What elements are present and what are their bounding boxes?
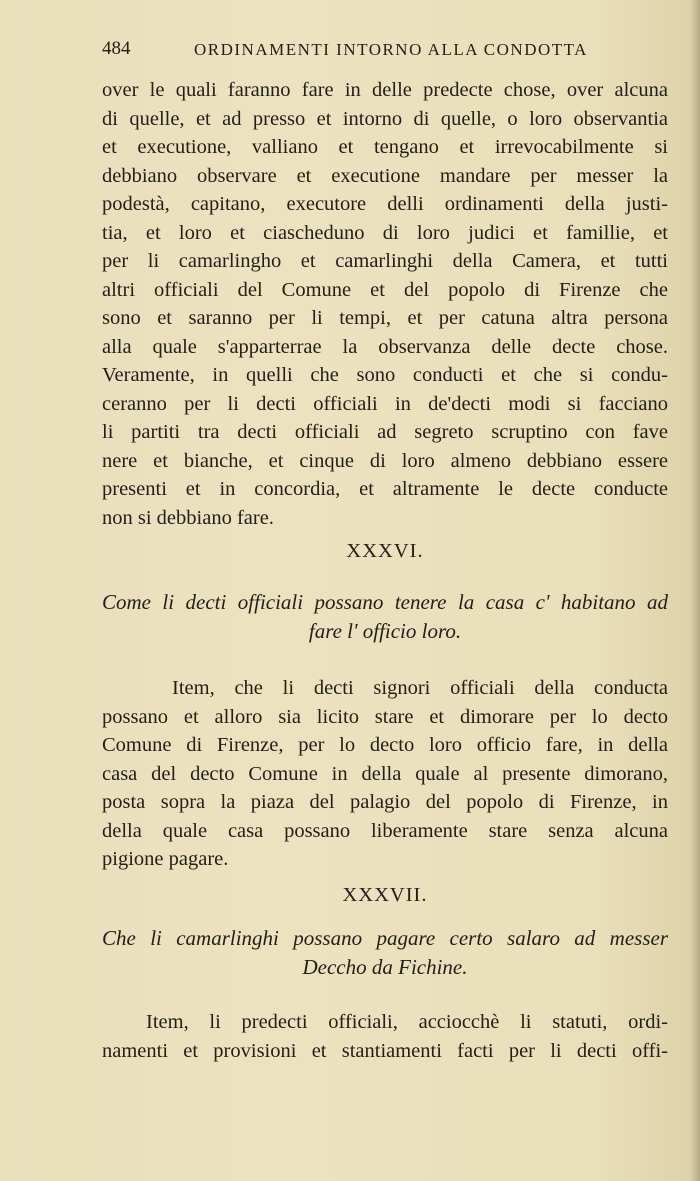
section-number-36: XXXVI. [346,540,424,562]
rubric-line: Che li camarlinghi possano pagare certo salaro ad messer [102,926,668,950]
paragraph-3 [102,1008,668,1065]
text-line: per li camarlingho et camarlinghi della Camera, et tutti [102,250,668,272]
text-line: casa del decto Comune in della quale al presente dimorano, [102,762,668,785]
text-line: et executione, valliano et tengano et irrevocabilmente si [102,136,668,158]
paragraph-2 [102,674,668,874]
text-line: Veramente, in quelli che sono conducti et che si condu- [102,364,668,386]
text-line: pigione pagare. [102,848,229,870]
text-line: tia, et loro et ciascheduno di loro judici et famillie, et [102,221,668,244]
rubric-37 [102,924,668,982]
text-line: nere et bianche, et cinque di loro almeno debbiano essere [102,449,668,472]
text-line: di quelle, et ad presso et intorno di quelle, o loro observantia [102,107,668,130]
text-line: podestà, capitano, executore delli ordinamenti della justi- [102,193,668,215]
text-line: alla quale s'apparterrae la observanza delle decte chose. [102,335,668,358]
text-line: non si debbiano fare. [102,506,274,529]
page-number: 484 [102,38,131,59]
text-line: sono et saranno per li tempi, et per catuna altra persona [102,307,668,329]
page-edge-shadow [690,0,700,1181]
text-line: Item, li predecti officiali, acciocchè li statuti, ordi- [146,1011,668,1033]
text-line: li partiti tra decti officiali ad segreto scruptino con fave [102,421,668,443]
running-title: ORDINAMENTI INTORNO ALLA CONDOTTA [194,40,588,59]
text-line: della quale casa possano liberamente stare senza alcuna [102,819,668,842]
rubric-36 [102,588,668,646]
rubric-line: Come li decti officiali possano tenere la casa c' habitano ad [102,590,668,614]
text-line: posta sopra la piaza del palagio del popolo di Firenze, in [102,791,668,813]
text-line: Comune di Firenze, per lo decto loro officio fare, in della [102,734,668,756]
rubric-line: fare l' officio loro. [308,619,462,643]
rubric-line: Deccho da Fichine. [302,955,468,979]
text-line: over le quali faranno fare in delle predecte chose, over alcuna [102,79,668,101]
text-line: debbiano observare et executione mandare per messer la [102,164,668,187]
page-header [102,38,670,64]
section-number-37: XXXVII. [342,884,428,906]
text-line: Item, che li decti signori officiali della conducta [172,677,668,699]
paragraph-1 [102,76,668,532]
text-line: altri officiali del Comune et del popolo di Firenze che [102,278,668,301]
text-line: presenti et in concordia, et altramente le decte conducte [102,478,668,500]
text-line: namenti et provisioni et stantiamenti facti per li decti offi- [102,1039,668,1062]
text-line: ceranno per li decti officiali in de'decti modi si facciano [102,392,668,415]
text-line: possano et alloro sia licito stare et dimorare per lo decto [102,705,668,728]
